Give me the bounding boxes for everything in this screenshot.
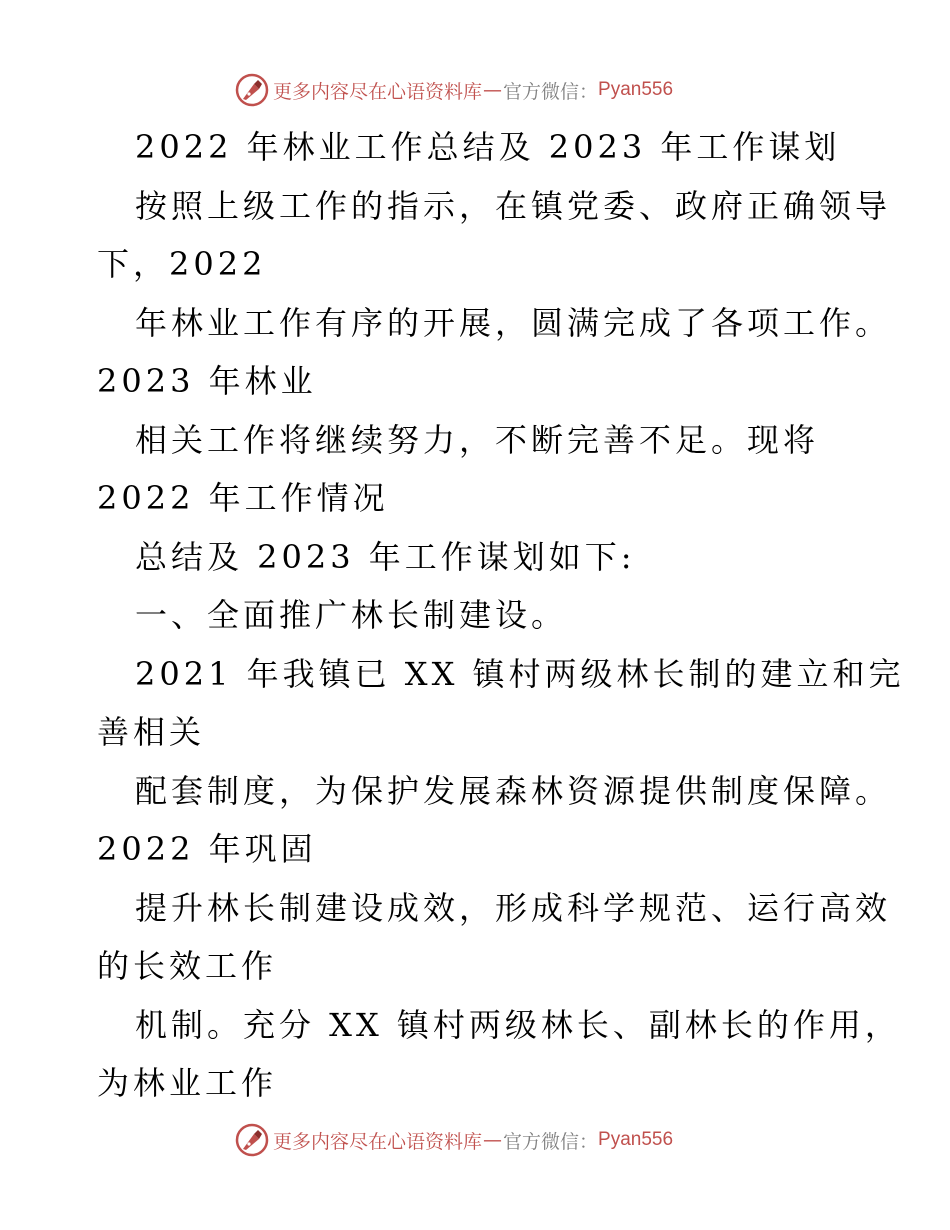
banner-wechat-id: Pyan556 (598, 1129, 674, 1150)
text-line: 2021 年我镇已 XX 镇村两级林长制的建立和完 (135, 655, 905, 693)
text-line: 年林业工作有序的开展，圆满完成了各项工作。 (135, 304, 892, 342)
text-line: 总结及 2023 年工作谋划如下: (135, 538, 636, 576)
text-line: 2022 年巩固 (97, 830, 317, 868)
banner-main-text: 更多内容尽在心语资料库 (273, 80, 483, 103)
pen-nib-logo-icon (234, 1122, 270, 1158)
section-heading: 一、全面推广林长制建设。 (135, 596, 568, 634)
banner-wechat-id: Pyan556 (598, 79, 674, 100)
text-line: 的长效工作 (97, 947, 278, 985)
pen-nib-logo-icon (234, 72, 270, 108)
footer-banner (234, 1122, 673, 1158)
text-line: 提升林长制建设成效，形成科学规范、运行高效 (135, 889, 892, 927)
banner-dash: — (483, 1129, 503, 1151)
banner-dash: — (483, 79, 503, 101)
banner-sub-text: 官方微信： (503, 1130, 599, 1153)
document-title: 2022 年林业工作总结及 2023 年工作谋划 (135, 128, 841, 166)
banner-sub-text: 官方微信： (503, 80, 599, 103)
header-banner (234, 72, 673, 108)
text-line: 配套制度，为保护发展森林资源提供制度保障。 (135, 772, 892, 810)
text-line: 为林业工作 (97, 1064, 278, 1102)
text-line: 下，2022 (97, 245, 267, 283)
banner-main-text: 更多内容尽在心语资料库 (273, 1130, 483, 1153)
text-line: 2023 年林业 (97, 362, 317, 400)
text-line: 2022 年工作情况 (97, 479, 389, 517)
text-line: 机制。充分 XX 镇村两级林长、副林长的作用， (135, 1006, 901, 1044)
text-line: 相关工作将继续努力，不断完善不足。现将 (135, 421, 820, 459)
text-line: 善相关 (97, 713, 206, 751)
text-line: 按照上级工作的指示，在镇党委、政府正确领导 (135, 187, 892, 225)
